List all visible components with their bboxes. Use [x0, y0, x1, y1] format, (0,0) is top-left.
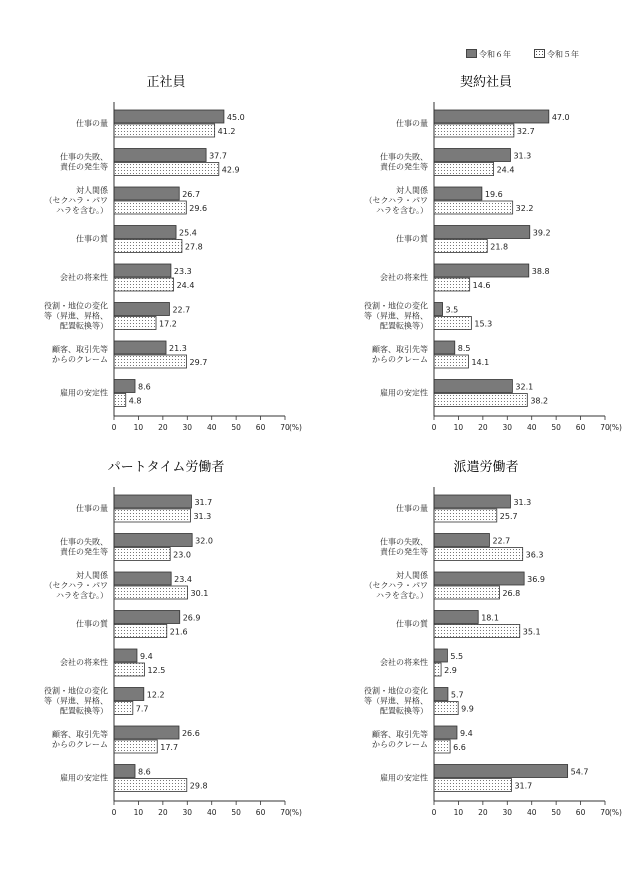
- bar-series-a: [114, 572, 171, 585]
- bar-value-label: 3.5: [445, 305, 459, 315]
- bar-value-label: 22.7: [172, 305, 191, 315]
- bar-chart-svg: [320, 455, 640, 825]
- category-label-line: ハラを含む。）: [376, 591, 428, 600]
- category-label: [364, 686, 428, 716]
- x-tick-label: 30: [502, 423, 513, 432]
- category-label: [60, 773, 108, 783]
- category-label: [60, 537, 108, 557]
- bar-value-label: 26.9: [182, 613, 201, 623]
- x-tick-label: 30: [182, 808, 193, 817]
- category-label-line: 仕事の量: [76, 119, 108, 128]
- x-tick-label: 60: [255, 808, 266, 817]
- bar-value-label: 24.4: [176, 281, 195, 290]
- category-label: [76, 619, 109, 629]
- x-tick-label: 50: [551, 423, 561, 432]
- bar-series-a: [114, 264, 171, 277]
- x-tick-label: 0: [111, 808, 117, 817]
- category-label: [60, 657, 108, 667]
- category-label-line: ハラを含む。）: [56, 591, 108, 600]
- bar-series-b: [434, 740, 450, 753]
- x-tick-label: 50: [231, 423, 241, 432]
- bar-value-label: 7.7: [135, 704, 149, 714]
- bar-value-label: 54.7: [570, 767, 589, 777]
- chart-legend: [466, 47, 636, 63]
- bar-value-label: 22.7: [492, 536, 511, 546]
- bar-value-label: 21.8: [490, 242, 509, 252]
- category-label: [44, 301, 108, 331]
- bar-value-label: 19.6: [484, 190, 503, 199]
- category-label-line: 仕事の質: [76, 234, 108, 244]
- category-label: [76, 118, 108, 128]
- bar-series-b: [114, 625, 167, 638]
- legend-swatch-dotted: [534, 49, 545, 58]
- bar-chart-svg: [0, 455, 320, 825]
- category-label-line: 役割・地位の変化: [364, 686, 428, 696]
- bar-series-b: [434, 625, 520, 638]
- bar-value-label: 31.3: [513, 151, 532, 161]
- bar-series-a: [434, 611, 478, 624]
- bar-series-b: [434, 124, 514, 137]
- category-label-line: 会社の将来性: [60, 658, 108, 667]
- bar-series-b: [114, 355, 187, 368]
- bar-series-a: [114, 226, 176, 239]
- bar-series-a: [434, 495, 510, 508]
- x-tick-label: 30: [502, 808, 513, 817]
- bar-value-label: 24.4: [496, 165, 515, 175]
- category-label-line: 等（昇進、昇格、: [364, 311, 428, 321]
- bar-series-b: [434, 663, 441, 676]
- category-label-line: 顧客、取引先等: [372, 730, 428, 739]
- bar-value-label: 26.7: [182, 190, 201, 199]
- bar-series-a: [434, 110, 549, 123]
- bar-value-label: 5.7: [450, 690, 464, 700]
- legend-swatch-solid: [466, 49, 477, 58]
- category-label-line: ハラを含む。）: [56, 206, 108, 215]
- bar-value-label: 27.8: [184, 242, 203, 252]
- category-label: [380, 152, 428, 172]
- chart-panel-part-time-workers: [0, 455, 320, 825]
- bar-value-label: 36.9: [527, 575, 545, 584]
- x-tick-label: 40: [206, 808, 217, 817]
- bar-series-b: [434, 394, 527, 407]
- bar-value-label: 26.6: [181, 729, 200, 738]
- bar-value-label: 31.3: [193, 512, 212, 521]
- bar-series-b: [434, 548, 523, 561]
- x-tick-label: 30: [182, 423, 193, 432]
- bar-value-label: 12.2: [146, 690, 165, 700]
- category-label: [60, 388, 108, 398]
- category-label: [372, 729, 428, 749]
- x-tick-label: 50: [551, 808, 561, 817]
- bar-series-b: [114, 394, 126, 407]
- legend-label-series-a: 令和６年: [479, 50, 511, 59]
- category-label: [60, 152, 108, 172]
- category-label: [60, 272, 108, 282]
- legend-item-series-a: [466, 49, 511, 61]
- category-label: [44, 686, 108, 716]
- category-label-line: 雇用の安定性: [60, 388, 108, 398]
- bar-value-label: 29.8: [189, 781, 208, 791]
- category-label: [396, 619, 429, 629]
- x-tick-label: 40: [526, 808, 537, 817]
- bar-series-a: [434, 380, 512, 393]
- bar-value-label: 31.3: [513, 498, 532, 507]
- x-tick-label: 0: [431, 423, 437, 432]
- category-label: [44, 185, 109, 215]
- category-label-line: 仕事の失敗、: [60, 152, 108, 162]
- category-label-line: 仕事の質: [396, 619, 428, 629]
- bar-value-label: 36.3: [525, 550, 544, 560]
- bar-series-b: [114, 509, 190, 522]
- x-tick-label: 70: [600, 423, 610, 432]
- bar-value-label: 38.2: [530, 396, 549, 406]
- category-label-line: 会社の将来性: [380, 658, 428, 667]
- bar-value-label: 12.5: [147, 666, 166, 675]
- bar-value-label: 26.8: [502, 589, 521, 598]
- x-tick-label: 60: [255, 423, 266, 432]
- bar-series-b: [114, 548, 170, 561]
- x-tick-label: 40: [206, 423, 217, 432]
- bar-series-a: [114, 149, 206, 162]
- category-label-line: からのクレーム: [372, 740, 428, 749]
- category-label-line: 対人関係: [396, 571, 428, 580]
- bar-series-b: [114, 163, 219, 176]
- bar-series-a: [434, 726, 457, 739]
- bar-series-a: [434, 187, 482, 200]
- category-label-line: 対人関係: [76, 186, 108, 195]
- category-label-line: （セクハラ・パワ: [364, 196, 428, 205]
- x-tick-label: 10: [133, 808, 144, 817]
- bar-value-label: 37.7: [209, 151, 227, 161]
- category-label-line: 責任の発生等: [380, 547, 428, 557]
- category-label-line: 対人関係: [396, 186, 428, 195]
- bar-series-a: [434, 149, 510, 162]
- bar-value-label: 21.3: [169, 344, 187, 353]
- x-tick-label: 60: [575, 808, 586, 817]
- bar-series-a: [114, 380, 135, 393]
- x-tick-label: 50: [231, 808, 241, 817]
- bar-value-label: 21.6: [169, 627, 188, 637]
- bar-value-label: 23.3: [173, 267, 192, 276]
- category-label-line: 仕事の失敗、: [380, 537, 428, 547]
- bar-series-a: [114, 341, 166, 354]
- bar-value-label: 5.5: [450, 652, 464, 661]
- category-label-line: 等（昇進、昇格、: [44, 696, 108, 706]
- category-label: [76, 234, 109, 244]
- bar-value-label: 32.1: [515, 382, 534, 392]
- bar-series-a: [434, 341, 455, 354]
- bar-value-label: 29.6: [189, 204, 208, 213]
- x-tick-label: 0: [431, 808, 437, 817]
- bar-value-label: 9.4: [459, 729, 473, 738]
- bar-value-label: 15.3: [474, 319, 493, 329]
- x-tick-label: 70: [280, 808, 290, 817]
- bar-value-label: 17.7: [160, 743, 179, 752]
- bar-value-label: 31.7: [194, 498, 213, 507]
- chart-panel-contract-employees: [320, 70, 640, 440]
- bar-series-b: [114, 201, 186, 214]
- category-label-line: 等（昇進、昇格、: [44, 311, 108, 321]
- bar-series-b: [434, 779, 511, 792]
- bar-series-b: [434, 509, 497, 522]
- bar-series-a: [114, 534, 192, 547]
- category-label-line: 雇用の安定性: [380, 388, 428, 398]
- category-label: [52, 344, 108, 364]
- chart-title: 正社員: [146, 75, 186, 90]
- category-label-line: ハラを含む。）: [376, 206, 428, 215]
- category-label-line: 配置転換等）: [380, 706, 428, 716]
- category-label: [380, 388, 428, 398]
- chart-title: 派遣労働者: [453, 460, 519, 475]
- bar-value-label: 9.9: [461, 704, 474, 714]
- category-label-line: 顧客、取引先等: [52, 730, 108, 739]
- legend-item-series-b: [534, 49, 579, 61]
- bar-value-label: 32.2: [515, 204, 534, 213]
- bar-series-a: [114, 765, 135, 778]
- bar-value-label: 8.5: [457, 344, 471, 353]
- category-label-line: 会社の将来性: [60, 273, 108, 282]
- category-label-line: 仕事の量: [76, 504, 108, 513]
- bar-series-a: [114, 303, 169, 316]
- bar-chart-svg: [0, 70, 320, 440]
- bar-series-a: [434, 226, 530, 239]
- category-label-line: 仕事の失敗、: [380, 152, 428, 162]
- bar-series-a: [114, 611, 180, 624]
- bar-series-a: [434, 649, 447, 662]
- bar-value-label: 6.6: [453, 743, 466, 752]
- x-tick-label: 20: [478, 808, 488, 817]
- bar-series-a: [114, 110, 224, 123]
- bar-series-b: [114, 278, 174, 291]
- bar-value-label: 4.8: [128, 396, 142, 406]
- x-tick-label: 10: [453, 808, 464, 817]
- bar-value-label: 25.7: [499, 512, 518, 521]
- category-label: [380, 272, 428, 282]
- category-label-line: 仕事の量: [396, 504, 428, 513]
- bar-value-label: 35.1: [522, 627, 541, 637]
- x-tick-label: 20: [158, 423, 168, 432]
- category-label: [52, 729, 108, 749]
- category-label-line: 仕事の量: [396, 119, 428, 128]
- category-label-line: 会社の将来性: [380, 273, 428, 282]
- x-tick-label: 70: [600, 808, 610, 817]
- bar-series-a: [434, 765, 568, 778]
- bar-series-b: [114, 317, 156, 330]
- category-label-line: 雇用の安定性: [60, 773, 108, 783]
- category-label: [380, 657, 428, 667]
- bar-value-label: 31.7: [514, 781, 533, 791]
- bar-value-label: 41.2: [217, 127, 236, 136]
- category-label: [44, 570, 109, 600]
- x-axis-unit: (%): [289, 808, 302, 817]
- category-label-line: 顧客、取引先等: [372, 345, 428, 354]
- bar-series-a: [434, 534, 489, 547]
- category-label-line: からのクレーム: [52, 740, 108, 749]
- bar-value-label: 8.6: [138, 382, 151, 392]
- bar-series-a: [434, 572, 524, 585]
- bar-series-b: [434, 278, 470, 291]
- bar-series-a: [114, 495, 191, 508]
- category-label-line: 仕事の失敗、: [60, 537, 108, 547]
- bar-series-b: [434, 163, 494, 176]
- category-label-line: 役割・地位の変化: [44, 301, 108, 311]
- category-label-line: （セクハラ・パワ: [364, 581, 428, 590]
- bar-series-a: [434, 303, 443, 316]
- category-label-line: （セクハラ・パワ: [44, 581, 108, 590]
- bar-series-a: [434, 264, 529, 277]
- bar-series-b: [434, 201, 513, 214]
- bar-value-label: 18.1: [481, 613, 500, 623]
- bar-value-label: 32.7: [516, 127, 535, 136]
- legend-label-series-b: 令和５年: [547, 50, 579, 59]
- category-label-line: 責任の発生等: [380, 162, 428, 172]
- x-tick-label: 60: [575, 423, 586, 432]
- bar-series-b: [114, 702, 133, 715]
- bar-series-a: [114, 688, 144, 701]
- bar-series-b: [434, 586, 499, 599]
- bar-chart-svg: [320, 70, 640, 440]
- category-label: [396, 118, 428, 128]
- category-label: [76, 503, 108, 513]
- x-axis-unit: (%): [609, 423, 622, 432]
- bar-value-label: 9.4: [139, 652, 153, 661]
- chart-title: 契約社員: [459, 75, 513, 90]
- x-tick-label: 10: [453, 423, 464, 432]
- x-tick-label: 10: [133, 423, 144, 432]
- bar-value-label: 23.4: [174, 575, 192, 584]
- bar-value-label: 47.0: [551, 113, 570, 122]
- category-label-line: （セクハラ・パワ: [44, 196, 108, 205]
- bar-series-b: [114, 240, 182, 253]
- category-label-line: からのクレーム: [372, 355, 428, 364]
- chart-panel-dispatched-workers: [320, 455, 640, 825]
- category-label-line: 雇用の安定性: [380, 773, 428, 783]
- bar-value-label: 23.0: [173, 550, 191, 560]
- category-label-line: 配置転換等）: [380, 321, 428, 331]
- bar-series-a: [114, 649, 137, 662]
- category-label-line: 配置転換等）: [60, 321, 108, 331]
- x-tick-label: 0: [111, 423, 117, 432]
- bar-series-b: [114, 663, 145, 676]
- category-label-line: 役割・地位の変化: [364, 301, 428, 311]
- bar-value-label: 32.0: [195, 536, 213, 546]
- x-axis-unit: (%): [609, 808, 622, 817]
- category-label-line: 責任の発生等: [60, 547, 108, 557]
- bar-series-b: [114, 740, 157, 753]
- category-label: [396, 234, 429, 244]
- bar-series-b: [434, 702, 458, 715]
- bar-series-b: [434, 355, 468, 368]
- category-label: [380, 537, 428, 557]
- category-label-line: 仕事の質: [396, 234, 428, 244]
- x-tick-label: 20: [478, 423, 488, 432]
- category-label-line: 配置転換等）: [60, 706, 108, 716]
- category-label: [372, 344, 428, 364]
- category-label: [364, 301, 428, 331]
- bar-series-b: [434, 317, 471, 330]
- category-label-line: 役割・地位の変化: [44, 686, 108, 696]
- category-label: [364, 185, 429, 215]
- x-tick-label: 20: [158, 808, 168, 817]
- bar-value-label: 14.1: [471, 358, 490, 367]
- bar-value-label: 2.9: [444, 666, 457, 675]
- category-label-line: 対人関係: [76, 571, 108, 580]
- bar-value-label: 17.2: [159, 319, 177, 329]
- bar-value-label: 39.2: [532, 228, 551, 238]
- category-label-line: 責任の発生等: [60, 162, 108, 172]
- category-label-line: 仕事の質: [76, 619, 108, 629]
- bar-value-label: 25.4: [179, 228, 197, 238]
- x-tick-label: 70: [280, 423, 290, 432]
- bar-value-label: 42.9: [221, 165, 240, 175]
- category-label: [364, 570, 429, 600]
- x-tick-label: 40: [526, 423, 537, 432]
- bar-series-a: [114, 726, 179, 739]
- bar-series-b: [114, 779, 187, 792]
- chart-title: パートタイム労働者: [107, 460, 225, 475]
- bar-value-label: 38.8: [531, 267, 550, 276]
- bar-series-a: [114, 187, 179, 200]
- bar-value-label: 30.1: [190, 589, 209, 598]
- category-label-line: からのクレーム: [52, 355, 108, 364]
- bar-value-label: 14.6: [472, 281, 491, 290]
- bar-value-label: 29.7: [189, 358, 208, 367]
- category-label: [380, 773, 428, 783]
- bar-series-b: [114, 124, 215, 137]
- bar-series-b: [434, 240, 487, 253]
- bar-value-label: 45.0: [226, 113, 245, 122]
- category-label-line: 等（昇進、昇格、: [364, 696, 428, 706]
- bar-series-a: [434, 688, 448, 701]
- x-axis-unit: (%): [289, 423, 302, 432]
- bar-value-label: 8.6: [138, 767, 151, 777]
- category-label-line: 顧客、取引先等: [52, 345, 108, 354]
- category-label: [396, 503, 428, 513]
- chart-panel-regular-employees: [0, 70, 320, 440]
- bar-series-b: [114, 586, 188, 599]
